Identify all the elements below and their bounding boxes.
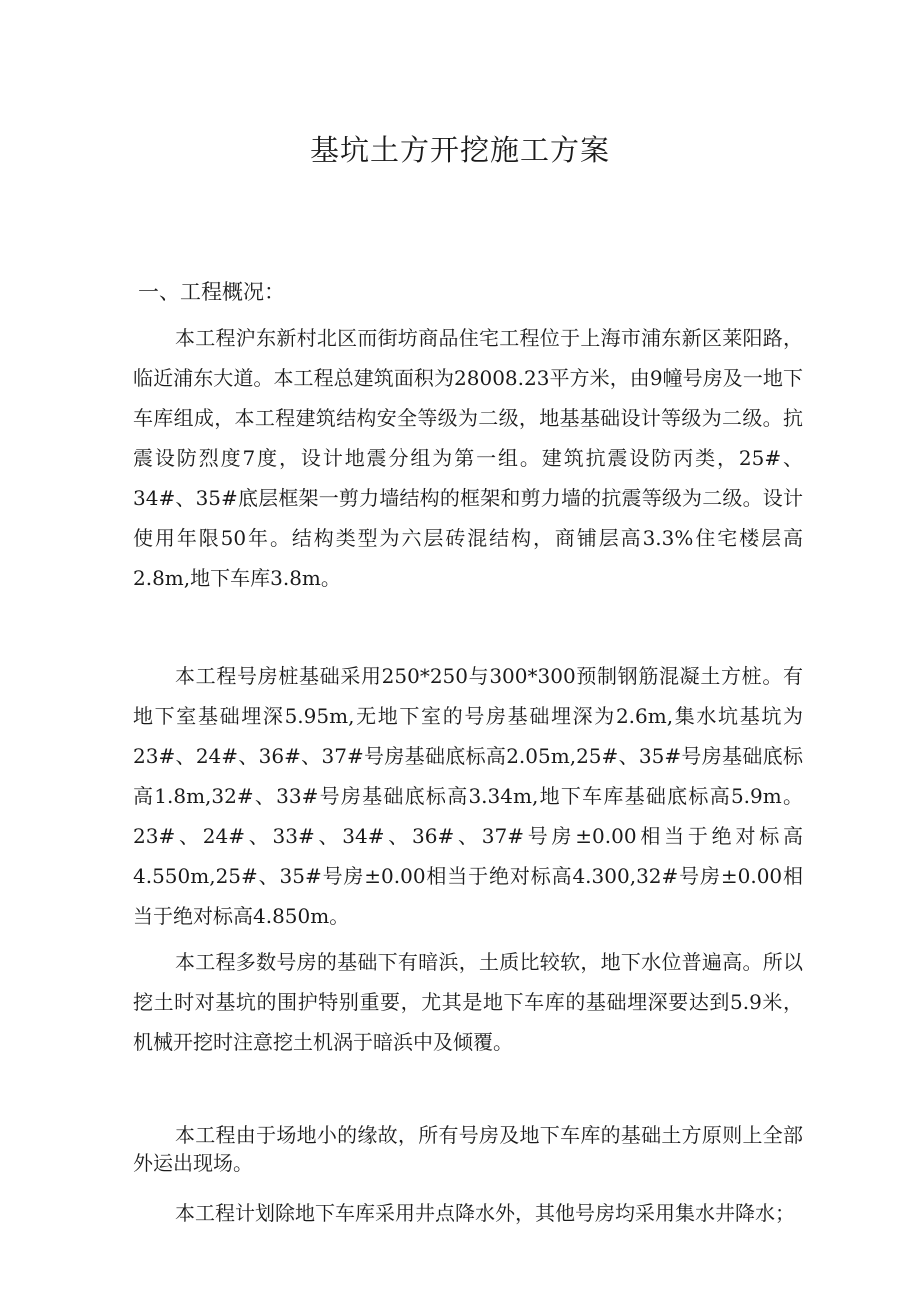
paragraph-project-location: 本工程沪东新村北区而街坊商品住宅工程位于上海市浦东新区莱阳路，临近浦东大道。本工程总建筑面积为28008.23平方米，由9幢号房及一地下车库组成，本工程建筑结构安全等级为二级，地基基础设计等级为二级。抗震设防烈度7度，设计地震分组为第一组。建筑抗震设防丙类，25#、34#、35#底层框架一剪力墙结构的框架和剪力墙的抗震等级为二级。设计使用年限50年。结构类型为六层砖混结构，商铺层高3.3%住宅楼层高2.8m,地下车库3.8m。	[133, 326, 803, 590]
paragraph-soil-conditions: 本工程多数号房的基础下有暗浜，土质比较软，地下水位普遍高。所以挖土时对基坑的围护特别重要，尤其是地下车库的基础埋深要达到5.9米，机械开挖时注意挖土机涡于暗浜中及倾覆。	[133, 950, 803, 1054]
section-heading-project-overview: 一、工程概况：	[138, 280, 285, 304]
paragraph-pile-foundation: 本工程号房桩基础采用250*250与300*300预制钢筋混凝土方桩。有地下室基础埋深5.95m,无地下室的号房基础埋深为2.6m,集水坑基坑为23#、24#、36#、37#号房基础底标高2.05m,25#、35#号房基础底标高1.8m,32#、33#号房基础底标高3.34m,地下车库基础底标高5.9m。23#、24#、33#、34#、36#、37#号房±0.00相当于绝对标高4.550m,25#、35#号房±0.00相当于绝对标高4.300,32#号房±0.00相当于绝对标高4.850m。	[133, 664, 803, 928]
document-title: 基坑土方开挖施工方案	[309, 133, 610, 167]
paragraph-dewatering: 本工程计划除地下车库采用井点降水外，其他号房均采用集水井降水；	[175, 1201, 795, 1225]
paragraph-earth-transport: 本工程由于场地小的缘故，所有号房及地下车库的基础土方原则上全部外运出现场。	[133, 1123, 803, 1175]
